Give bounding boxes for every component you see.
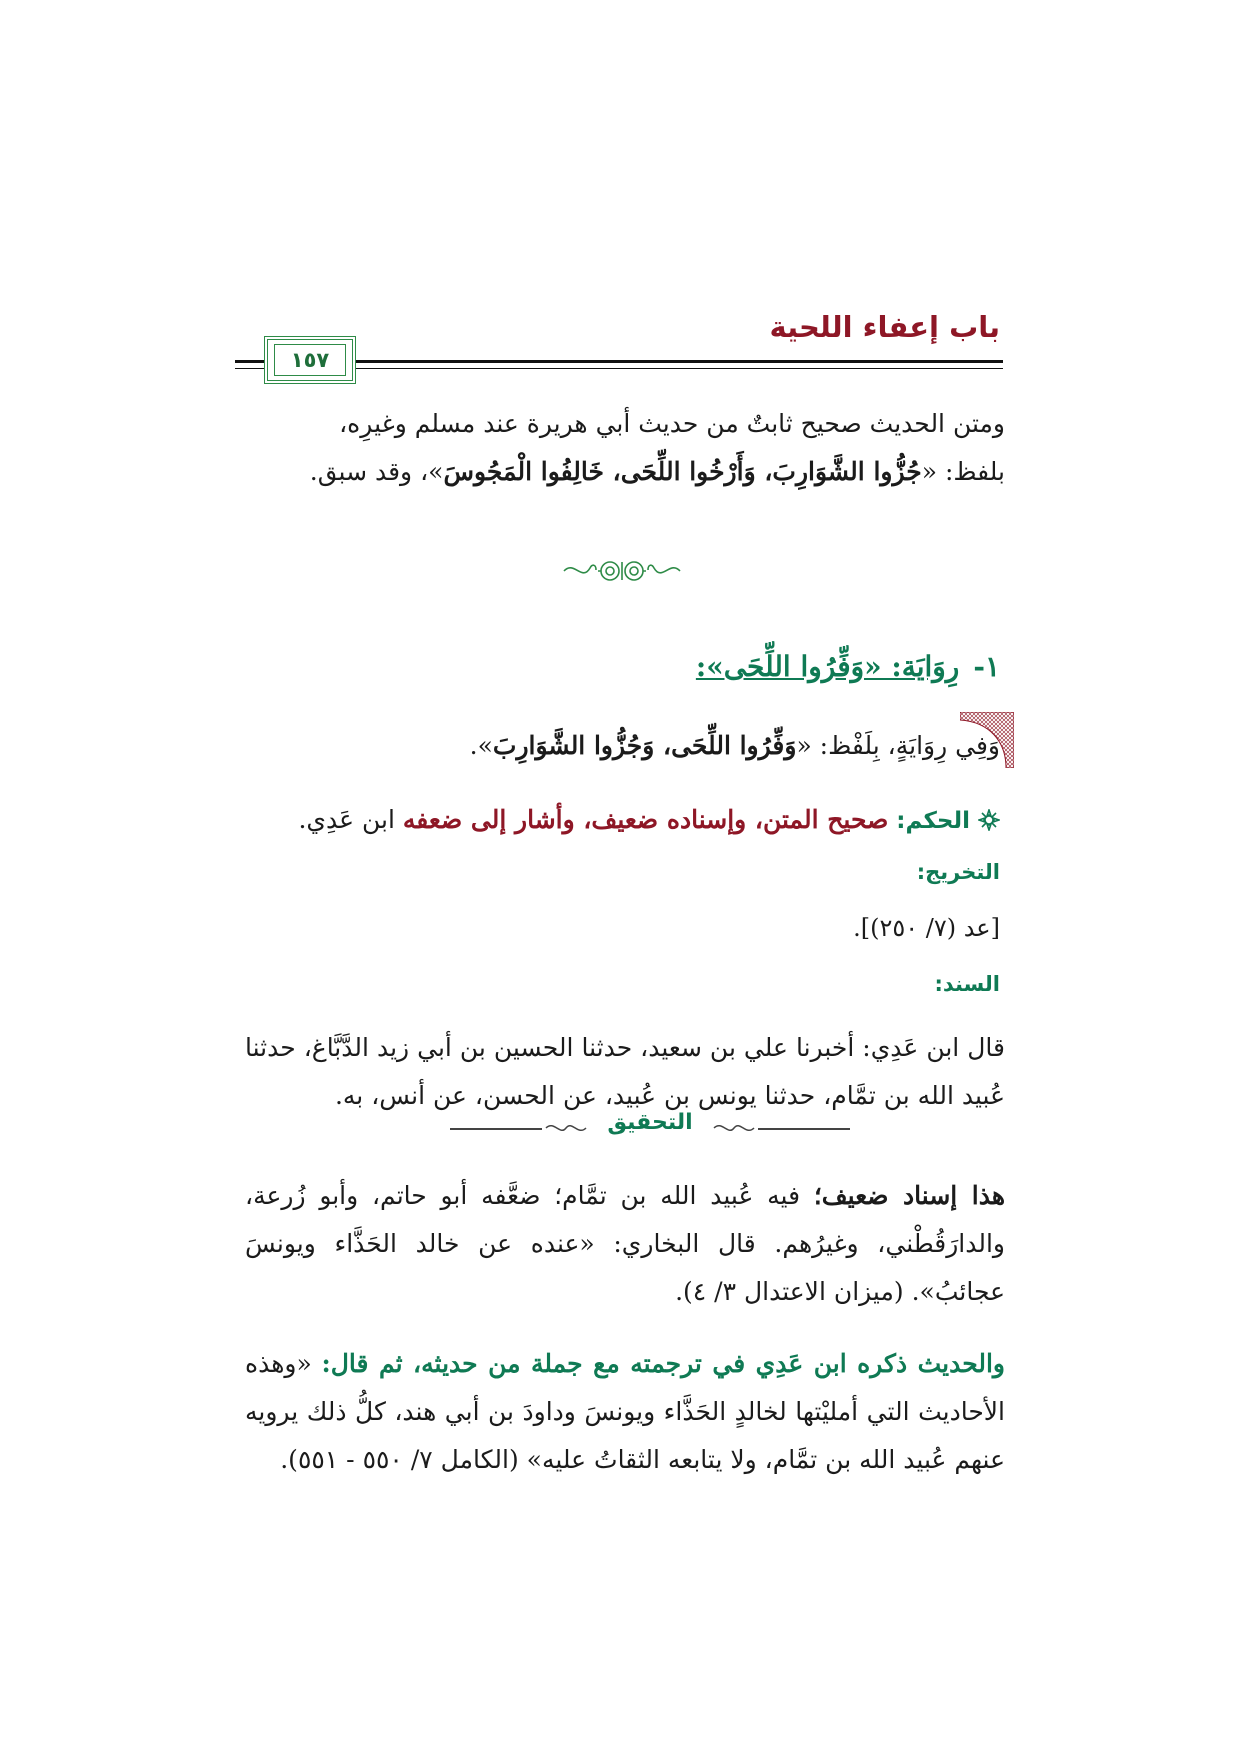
- scroll-ornament-icon: [544, 1118, 588, 1138]
- section-heading: ١-رِوَايَة: «وَفِّرُوا اللِّحَى»:: [695, 650, 1000, 683]
- takhrij-source: [عد (٧/ ٢٥٠)].: [853, 914, 1000, 942]
- intro-line-2: بلفظ: «جُزُّوا الشَّوَارِبَ، وَأَرْخُوا اللِّحَى، خَالِفُوا الْمَجُوسَ»، وقد سبق.: [309, 457, 1005, 486]
- analysis-paragraph-2: والحديث ذكره ابن عَدِي في ترجمته مع جملة من حديثه، ثم قال: «وهذه الأحاديث التي أمليْتها لخالدٍ الحَذَّاء ويونسَ وداودَ بن أبي هند، كلُّ ذلك يرويه عنهم عُبيد الله بن تمَّام، ولا يتابعه الثقاتُ عليه» (الكامل ٧/ ٥٥٠ - ٥٥١).: [245, 1349, 1005, 1474]
- intro-paragraph: [245, 400, 1005, 496]
- hukm-line: الحكم: صحيح المتن، وإسناده ضعيف، وأشار إلى ضعفه ابن عَدِي.: [298, 796, 1000, 845]
- floral-divider-icon: [560, 556, 684, 586]
- flower-bullet-icon: [978, 809, 1000, 831]
- scroll-ornament-icon: [712, 1118, 756, 1138]
- hukm-verdict: صحيح المتن، وإسناده ضعيف، وأشار إلى ضعفه: [402, 805, 889, 834]
- sanad-heading: السند:: [934, 972, 1000, 996]
- tahqiq-label: التحقيق: [607, 1110, 693, 1135]
- page-number: ١٥٧: [290, 348, 330, 372]
- chapter-title: باب إعفاء اللحية: [769, 310, 1000, 344]
- page-number-frame: [264, 336, 356, 384]
- analysis-paragraph-1: هذا إسناد ضعيف؛ فيه عُبيد الله بن تمَّام؛ ضعَّفه أبو حاتم، وأبو زُرعة، والدارَقُطْني، وغيرُهم. قال البخاري: «عنده عن خالد الحَذَّاء ويونسَ عجائبُ». (ميزان الاعتدال ٣/ ٤).: [245, 1181, 1005, 1306]
- sanad-text: قال ابن عَدِي: أخبرنا علي بن سعيد، حدثنا الحسين بن أبي زيد الدَّبَّاغ، حدثنا عُبيد الله بن تمَّام، حدثنا يونس بن عُبيد، عن الحسن، عن أنس، به.: [245, 1033, 1005, 1110]
- tahqiq-divider: [450, 1110, 850, 1144]
- section-title: رِوَايَة: «وَفِّرُوا اللِّحَى»:: [695, 650, 960, 683]
- takhrij-heading: التخريج:: [916, 860, 1000, 884]
- riwaya-text: وَفِي رِوَايَةٍ، بِلَفْظ: «وَفِّرُوا اللِّحَى، وَجُزُّوا الشَّوَارِبَ».: [469, 731, 1000, 760]
- hadith-quote: جُزُّوا الشَّوَارِبَ، وَأَرْخُوا اللِّحَى، خَالِفُوا الْمَجُوسَ: [443, 457, 922, 486]
- intro-line-1: ومتن الحديث صحيح ثابتٌ من حديث أبي هريرة عند مسلم وغيرِه،: [339, 409, 1005, 438]
- hukm-label: الحكم:: [896, 808, 970, 834]
